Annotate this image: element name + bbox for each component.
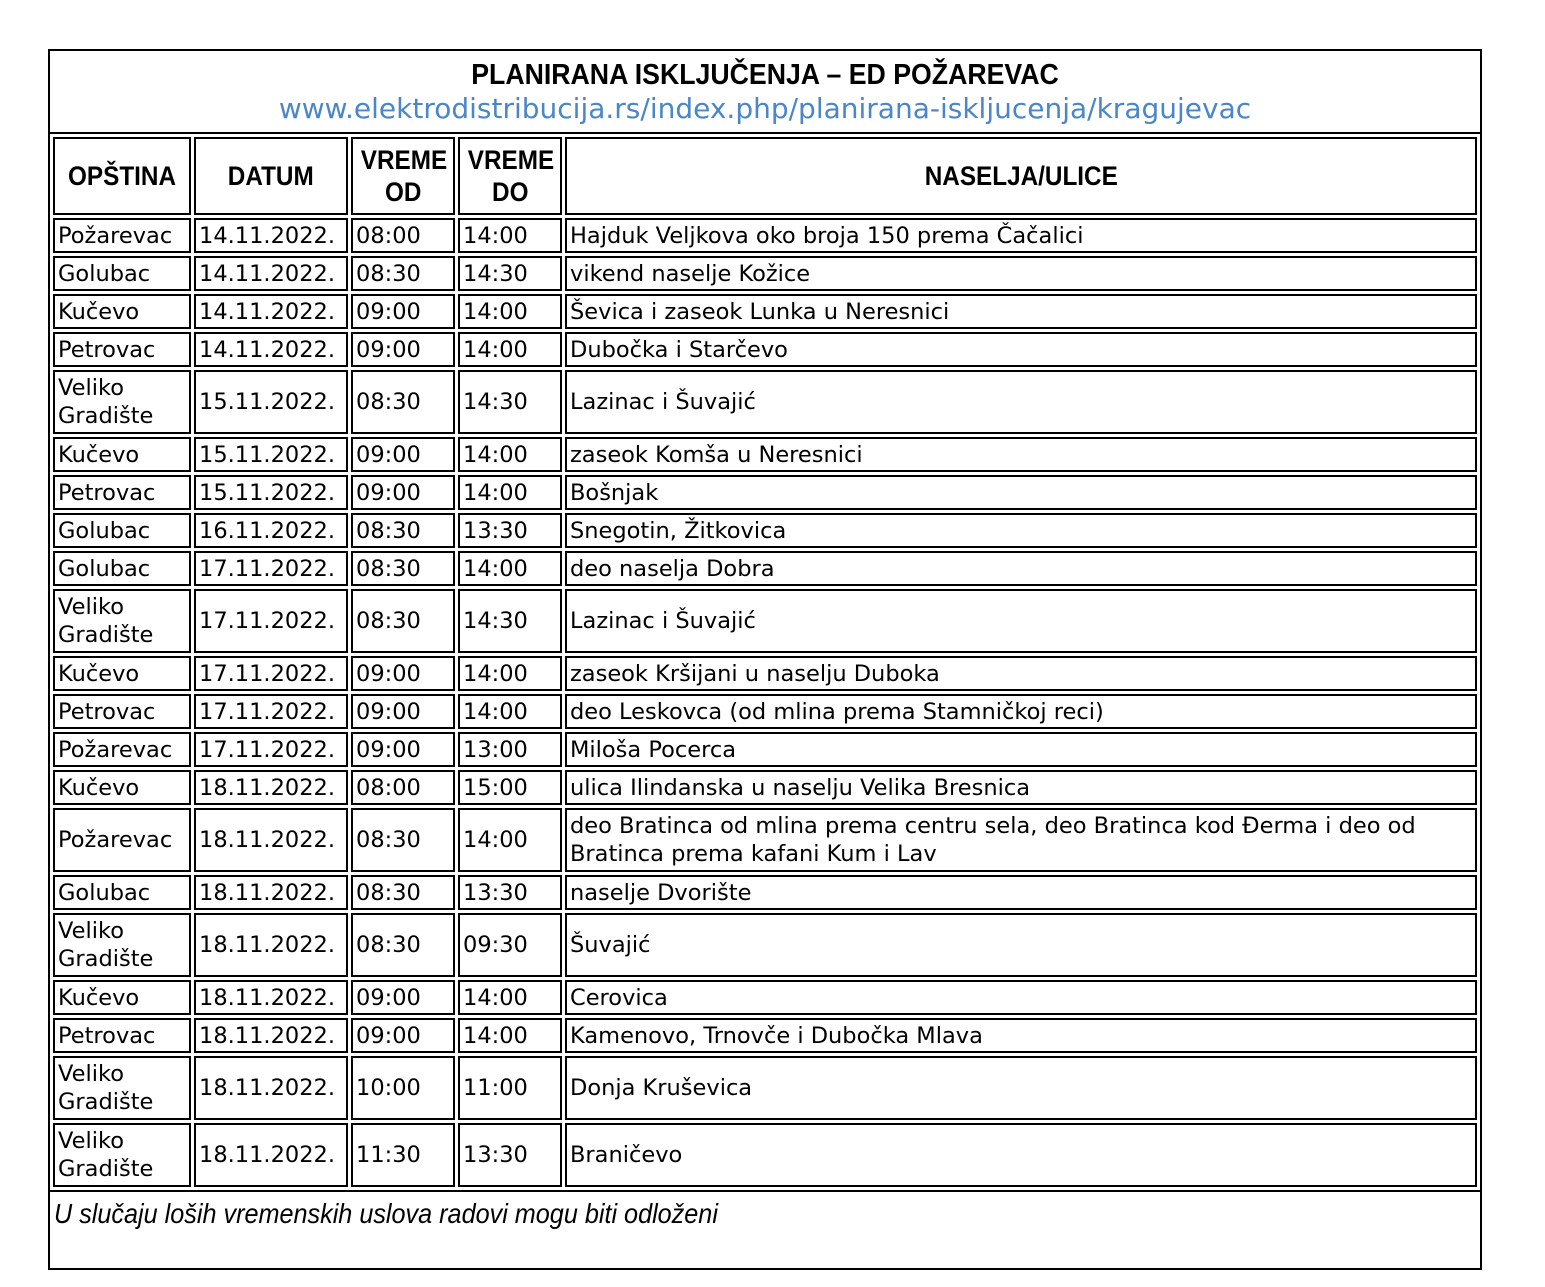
cell-opstina: Petrovac (53, 475, 191, 510)
cell-datum: 17.11.2022. (194, 589, 348, 653)
cell-vreme-do: 09:30 (458, 913, 562, 977)
cell-vreme-od: 08:30 (351, 256, 455, 291)
cell-opstina: Veliko Gradište (53, 1123, 191, 1187)
cell-vreme-od: 10:00 (351, 1056, 455, 1120)
cell-vreme-od: 08:30 (351, 513, 455, 548)
cell-opstina: Kučevo (53, 437, 191, 472)
cell-opstina: Kučevo (53, 980, 191, 1015)
cell-vreme-do: 13:00 (458, 732, 562, 767)
cell-opstina: Petrovac (53, 694, 191, 729)
cell-naselja: Dubočka i Starčevo (565, 332, 1477, 367)
cell-datum: 15.11.2022. (194, 437, 348, 472)
cell-opstina: Petrovac (53, 332, 191, 367)
cell-datum: 17.11.2022. (194, 656, 348, 691)
cell-opstina: Požarevac (53, 808, 191, 872)
cell-vreme-do: 11:00 (458, 1056, 562, 1120)
cell-vreme-do: 14:00 (458, 656, 562, 691)
cell-datum: 15.11.2022. (194, 475, 348, 510)
cell-vreme-od: 09:00 (351, 1018, 455, 1053)
header-naselja: NASELJA/ULICE (565, 137, 1477, 215)
cell-datum: 18.11.2022. (194, 980, 348, 1015)
cell-datum: 18.11.2022. (194, 808, 348, 872)
cell-naselja: Lazinac i Šuvajić (565, 370, 1477, 434)
table-row (53, 656, 1477, 691)
cell-naselja: Braničevo (565, 1123, 1477, 1187)
cell-datum: 17.11.2022. (194, 694, 348, 729)
cell-vreme-do: 14:00 (458, 294, 562, 329)
cell-naselja: naselje Dvorište (565, 875, 1477, 910)
cell-naselja: deo Bratinca od mlina prema centru sela, deo Bratinca kod Đerma i deo od Bratinca prema kafani Kum i Lav (565, 808, 1477, 872)
cell-datum: 18.11.2022. (194, 1018, 348, 1053)
cell-naselja: Lazinac i Šuvajić (565, 589, 1477, 653)
table-row (53, 875, 1477, 910)
header-vreme-do: VREME DO (458, 137, 562, 215)
table-row (53, 218, 1477, 253)
footer-note-box (50, 1190, 1480, 1268)
header-vreme-od: VREME OD (351, 137, 455, 215)
header-datum: DATUM (194, 137, 348, 215)
cell-datum: 15.11.2022. (194, 370, 348, 434)
cell-vreme-do: 14:00 (458, 694, 562, 729)
cell-vreme-od: 08:30 (351, 589, 455, 653)
cell-naselja: deo naselja Dobra (565, 551, 1477, 586)
cell-vreme-od: 08:30 (351, 875, 455, 910)
cell-vreme-od: 09:00 (351, 437, 455, 472)
cell-vreme-od: 09:00 (351, 294, 455, 329)
cell-vreme-od: 09:00 (351, 656, 455, 691)
cell-naselja: Cerovica (565, 980, 1477, 1015)
cell-datum: 18.11.2022. (194, 1123, 348, 1187)
cell-naselja: Ševica i zaseok Lunka u Neresnici (565, 294, 1477, 329)
cell-vreme-do: 14:00 (458, 475, 562, 510)
table-row (53, 589, 1477, 653)
cell-vreme-do: 14:00 (458, 808, 562, 872)
cell-vreme-do: 14:00 (458, 218, 562, 253)
cell-vreme-do: 15:00 (458, 770, 562, 805)
table-row (53, 980, 1477, 1015)
table-row (53, 551, 1477, 586)
cell-vreme-od: 09:00 (351, 980, 455, 1015)
cell-opstina: Požarevac (53, 732, 191, 767)
cell-naselja: Šuvajić (565, 913, 1477, 977)
table-row (53, 1123, 1477, 1187)
cell-datum: 18.11.2022. (194, 770, 348, 805)
cell-datum: 18.11.2022. (194, 1056, 348, 1120)
cell-vreme-od: 08:30 (351, 551, 455, 586)
table-header-row (53, 137, 1477, 215)
cell-opstina: Kučevo (53, 656, 191, 691)
table-row (53, 256, 1477, 291)
cell-naselja: zaseok Komša u Neresnici (565, 437, 1477, 472)
table-row (53, 437, 1477, 472)
cell-vreme-od: 09:00 (351, 332, 455, 367)
cell-vreme-do: 14:00 (458, 332, 562, 367)
cell-opstina: Golubac (53, 875, 191, 910)
cell-vreme-do: 13:30 (458, 1123, 562, 1187)
cell-datum: 14.11.2022. (194, 294, 348, 329)
outage-table (50, 134, 1480, 1190)
table-row (53, 732, 1477, 767)
cell-vreme-do: 14:30 (458, 256, 562, 291)
cell-vreme-do: 14:00 (458, 1018, 562, 1053)
cell-vreme-do: 14:00 (458, 551, 562, 586)
table-row (53, 332, 1477, 367)
cell-opstina: Golubac (53, 256, 191, 291)
table-row (53, 513, 1477, 548)
cell-naselja: Kamenovo, Trnovče i Dubočka Mlava (565, 1018, 1477, 1053)
cell-vreme-do: 14:00 (458, 980, 562, 1015)
cell-naselja: deo Leskovca (od mlina prema Stamničkoj reci) (565, 694, 1477, 729)
cell-vreme-do: 13:30 (458, 513, 562, 548)
cell-datum: 17.11.2022. (194, 732, 348, 767)
document-title: PLANIRANA ISKLJUČENJA – ED POŽAREVAC (471, 59, 1059, 91)
table-row (53, 808, 1477, 872)
cell-vreme-od: 11:30 (351, 1123, 455, 1187)
cell-vreme-od: 09:00 (351, 694, 455, 729)
outage-schedule-document (48, 49, 1482, 1270)
cell-vreme-od: 08:30 (351, 913, 455, 977)
cell-vreme-od: 09:00 (351, 732, 455, 767)
table-row (53, 1018, 1477, 1053)
cell-opstina: Golubac (53, 551, 191, 586)
cell-naselja: zaseok Kršijani u naselju Duboka (565, 656, 1477, 691)
cell-vreme-od: 08:00 (351, 770, 455, 805)
cell-vreme-od: 09:00 (351, 475, 455, 510)
cell-opstina: Veliko Gradište (53, 370, 191, 434)
cell-datum: 17.11.2022. (194, 551, 348, 586)
cell-datum: 14.11.2022. (194, 332, 348, 367)
source-url-link[interactable]: www.elektrodistribucija.rs/index.php/planirana-iskljucenja/kragujevac (278, 92, 1252, 125)
table-row (53, 694, 1477, 729)
cell-opstina: Požarevac (53, 218, 191, 253)
cell-datum: 14.11.2022. (194, 256, 348, 291)
table-row (53, 913, 1477, 977)
cell-naselja: Hajduk Veljkova oko broja 150 prema Čačalici (565, 218, 1477, 253)
table-row (53, 294, 1477, 329)
table-row (53, 770, 1477, 805)
footer-note: U slučaju loših vremenskih uslova radovi mogu biti odloženi (54, 1198, 718, 1229)
cell-naselja: Donja Kruševica (565, 1056, 1477, 1120)
cell-vreme-do: 14:00 (458, 437, 562, 472)
cell-naselja: Miloša Pocerca (565, 732, 1477, 767)
cell-opstina: Kučevo (53, 294, 191, 329)
cell-datum: 18.11.2022. (194, 875, 348, 910)
header-opstina: OPŠTINA (53, 137, 191, 215)
cell-vreme-do: 14:30 (458, 370, 562, 434)
cell-opstina: Veliko Gradište (53, 1056, 191, 1120)
cell-vreme-do: 13:30 (458, 875, 562, 910)
cell-datum: 18.11.2022. (194, 913, 348, 977)
cell-naselja: ulica Ilindanska u naselju Velika Bresnica (565, 770, 1477, 805)
cell-naselja: Snegotin, Žitkovica (565, 513, 1477, 548)
cell-vreme-od: 08:30 (351, 808, 455, 872)
cell-opstina: Veliko Gradište (53, 913, 191, 977)
cell-opstina: Golubac (53, 513, 191, 548)
cell-datum: 16.11.2022. (194, 513, 348, 548)
cell-vreme-od: 08:30 (351, 370, 455, 434)
table-row (53, 1056, 1477, 1120)
title-block (50, 51, 1480, 134)
cell-naselja: vikend naselje Kožice (565, 256, 1477, 291)
cell-vreme-do: 14:30 (458, 589, 562, 653)
cell-opstina: Petrovac (53, 1018, 191, 1053)
table-row (53, 370, 1477, 434)
cell-opstina: Kučevo (53, 770, 191, 805)
cell-vreme-od: 08:00 (351, 218, 455, 253)
cell-naselja: Bošnjak (565, 475, 1477, 510)
cell-opstina: Veliko Gradište (53, 589, 191, 653)
cell-datum: 14.11.2022. (194, 218, 348, 253)
table-row (53, 475, 1477, 510)
